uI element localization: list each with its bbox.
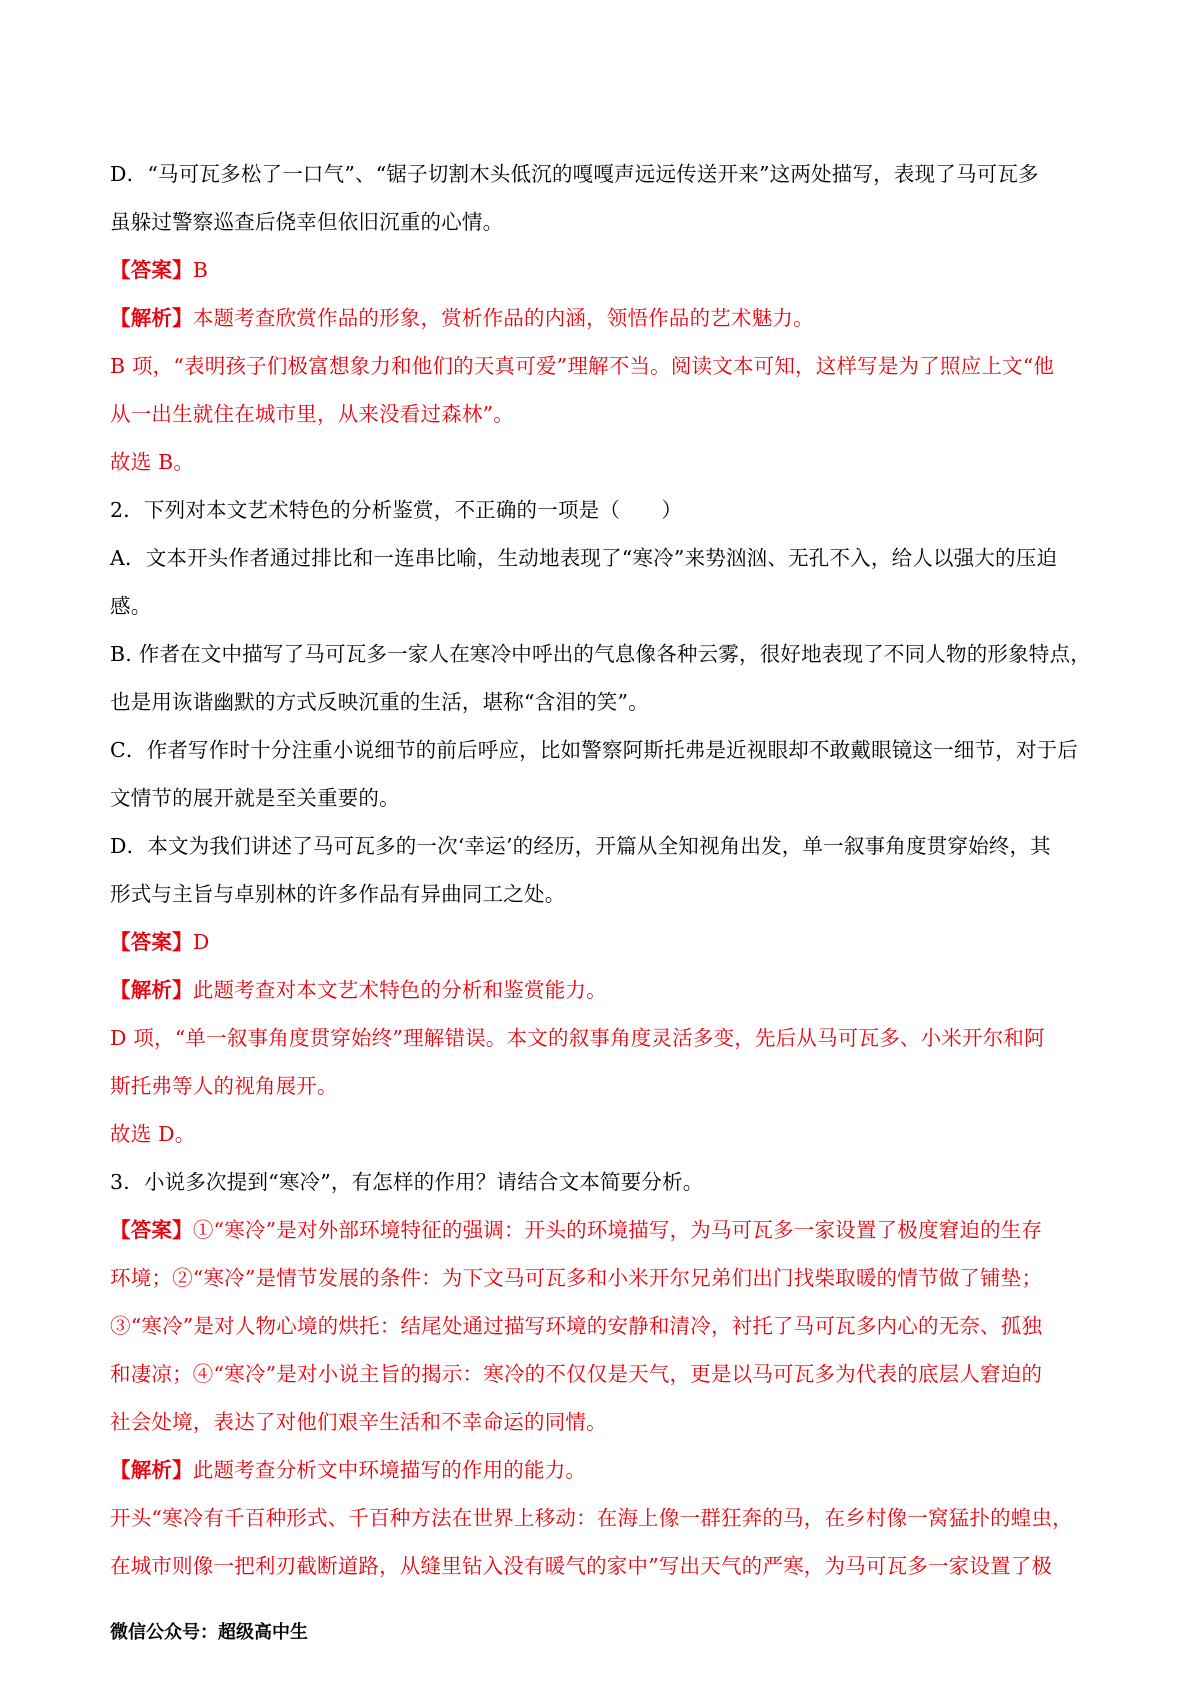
q3-analysis	[110, 1446, 1100, 1494]
analysis-tag: 【解析】	[110, 306, 193, 330]
q1-answer	[110, 246, 1100, 294]
q3-answer-line1: ①“寒冷”是对外部环境特征的强调：开头的环境描写，为马可瓦多一家设置了极度窘迫的生存	[192, 1218, 1043, 1242]
answer-tag: 【答案】	[110, 930, 193, 954]
q2-analysis	[110, 966, 1100, 1014]
q1-choose: 故选 B。	[110, 450, 195, 474]
q1-answer-value: B	[192, 258, 209, 282]
q1-analysis	[110, 294, 1100, 342]
q3-analysis-line1: 此题考查分析文中环境描写的作用的能力。	[192, 1458, 587, 1482]
footer-wechat-account: 微信公众号：超级高中生	[110, 1622, 308, 1643]
answer-tag: 【答案】	[110, 258, 193, 282]
page-content	[110, 150, 1100, 1590]
analysis-tag: 【解析】	[110, 1458, 193, 1482]
q2-stem: 2．下列对本文艺术特色的分析鉴赏，不正确的一项是（ ）	[110, 498, 683, 522]
q3-analysis-line2: 开头“寒冷有千百种形式、千百种方法在世界上移动：在海上像一群狂奔的马，在乡村像一窝猛扑的蝗虫，	[110, 1506, 1073, 1530]
q2-choose: 故选 D。	[110, 1122, 196, 1146]
q2-analysis-line2: D 项，“单一叙事角度贯穿始终”理解错误。本文的叙事角度灵活多变，先后从马可瓦多、小米开尔和阿	[110, 1026, 1045, 1050]
q3-answer-line5: 社会处境，表达了对他们艰辛生活和不幸命运的同情。	[110, 1410, 607, 1434]
q1-analysis-line3: 从一出生就住在城市里，从来没看过森林”。	[110, 402, 514, 426]
q3-answer	[110, 1206, 1100, 1254]
q2-answer	[110, 918, 1100, 966]
q2-option-b-line2: 也是用诙谐幽默的方式反映沉重的生活，堪称“含泪的笑”。	[110, 690, 649, 714]
q2-option-a-line1: A．文本开头作者通过排比和一连串比喻，生动地表现了“寒冷”来势汹汹、无孔不入，给人以强大的压迫	[110, 546, 1058, 570]
analysis-tag: 【解析】	[110, 978, 193, 1002]
q3-answer-line2: 环境；②“寒冷”是情节发展的条件：为下文马可瓦多和小米开尔兄弟们出门找柴取暖的情节做了铺垫；	[110, 1266, 1043, 1290]
q1-option-d-line2: 虽躲过警察巡查后侥幸但依旧沉重的心情。	[110, 210, 504, 234]
q1-option-d-line1: D．“马可瓦多松了一口气”、“锯子切割木头低沉的嘎嘎声远远传送开来”这两处描写，表现了马可瓦多	[110, 162, 1039, 186]
q3-answer-line4: 和凄凉；④“寒冷”是对小说主旨的揭示：寒冷的不仅仅是天气，更是以马可瓦多为代表的底层人窘迫的	[110, 1362, 1043, 1386]
q2-analysis-line1: 此题考查对本文艺术特色的分析和鉴赏能力。	[192, 978, 607, 1002]
answer-tag: 【答案】	[110, 1218, 193, 1242]
q2-option-b-line1: B. 作者在文中描写了马可瓦多一家人在寒冷中呼出的气息像各种云雾，很好地表现了不同人物的形象特点，	[110, 642, 1091, 666]
q2-option-c-line1: C．作者写作时十分注重小说细节的前后呼应，比如警察阿斯托弗是近视眼却不敢戴眼镜这一细节，对于后	[110, 738, 1079, 762]
q1-analysis-line2: B 项，“表明孩子们极富想象力和他们的天真可爱”理解不当。阅读文本可知，这样写是为了照应上文“他	[110, 354, 1055, 378]
q1-analysis-line1: 本题考查欣赏作品的形象，赏析作品的内涵，领悟作品的艺术魅力。	[192, 306, 814, 330]
q2-option-d-line1: D．本文为我们讲述了马可瓦多的一次‘幸运’的经历，开篇从全知视角出发，单一叙事角度贯穿始终，其	[110, 834, 1051, 858]
q2-option-a-line2: 感。	[110, 594, 152, 618]
q2-option-c-line2: 文情节的展开就是至关重要的。	[110, 786, 400, 810]
q3-answer-line3: ③“寒冷”是对人物心境的烘托：结尾处通过描写环境的安静和清冷，衬托了马可瓦多内心的无奈、孤独	[110, 1314, 1043, 1338]
q2-option-d-line2: 形式与主旨与卓别林的许多作品有异曲同工之处。	[110, 882, 566, 906]
q3-analysis-line3: 在城市则像一把利刃截断道路，从缝里钻入没有暖气的家中”写出天气的严寒，为马可瓦多一家设置了极	[110, 1554, 1053, 1578]
q3-stem: 3．小说多次提到“寒冷”，有怎样的作用？请结合文本简要分析。	[110, 1170, 704, 1194]
q2-answer-value: D	[192, 930, 210, 954]
q2-analysis-line3: 斯托弗等人的视角展开。	[110, 1074, 338, 1098]
